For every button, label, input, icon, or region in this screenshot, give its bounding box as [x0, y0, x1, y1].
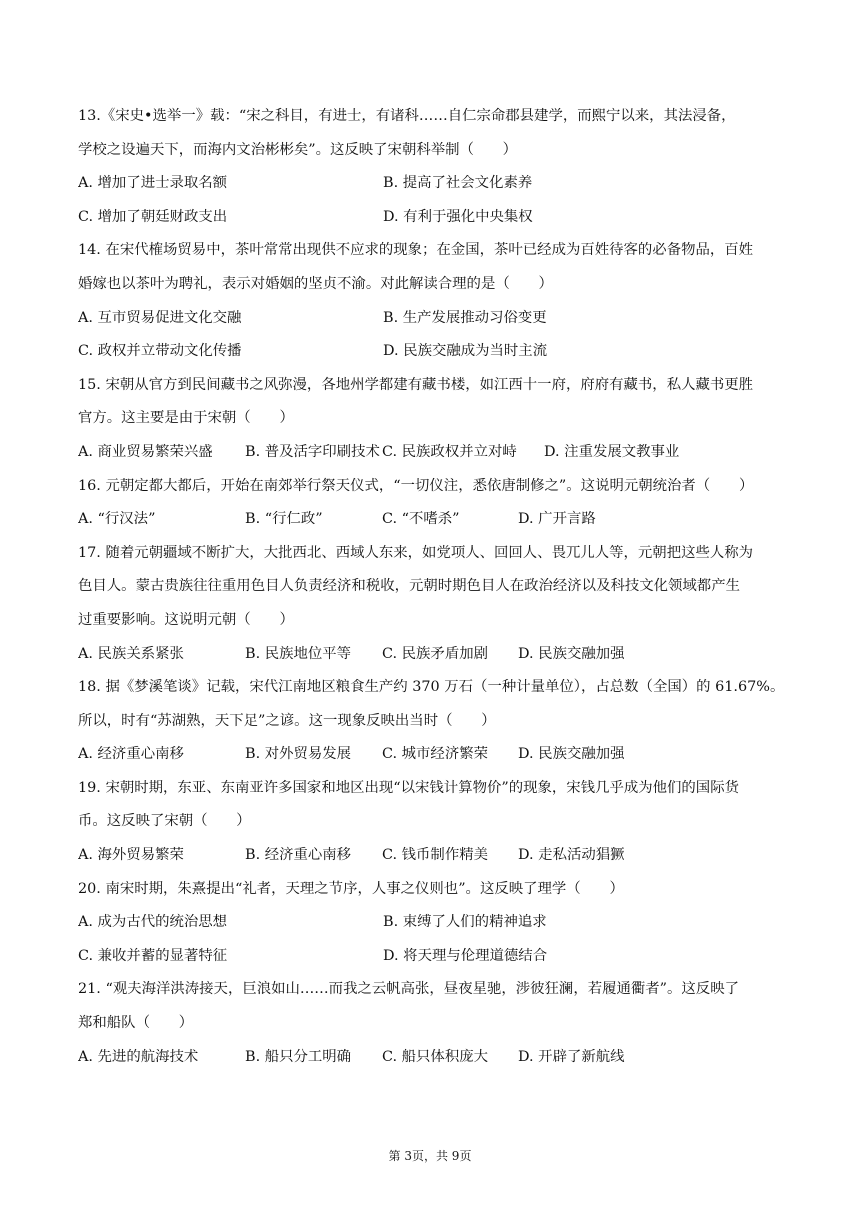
- question-stem-line: 所以，时有“苏湖熟，天下足”之谚。这一现象反映出当时（ ）: [78, 712, 496, 729]
- option-b[interactable]: B. 束缚了人们的精神追求: [383, 914, 547, 931]
- question-17: [78, 543, 784, 664]
- option-d[interactable]: D. 将天理与伦理道德结合: [383, 947, 548, 964]
- option-a[interactable]: A. 商业贸易繁荣兴盛: [78, 443, 213, 460]
- question-stem-line: 14. 在宋代榷场贸易中，茶叶常常出现供不应求的现象；在金国，茶叶已经成为百姓待客的必备物品，百姓: [78, 242, 754, 259]
- option-d[interactable]: D. 广开言路: [518, 511, 596, 528]
- question-stem-line: 18. 据《梦溪笔谈》记载，宋代江南地区粮食生产约 370 万石（一种计量单位），占总数（全国）的 61.67%。: [78, 679, 784, 696]
- option-d[interactable]: D. 民族交融成为当时主流: [383, 343, 548, 360]
- question-13: [78, 106, 784, 227]
- options-row: [78, 509, 784, 529]
- options-row: [78, 946, 784, 966]
- option-b[interactable]: B. “行仁政”: [245, 511, 323, 528]
- question-list: [78, 106, 784, 1080]
- question-stem-line: 13.《宋史•选举一》载：“宋之科目，有进士，有诸科……自仁宗命郡县建学，而熙宁以来，其法浸备，: [78, 108, 736, 124]
- option-c[interactable]: C. 政权并立带动文化传播: [78, 343, 242, 360]
- options-row: [78, 644, 784, 664]
- option-c[interactable]: C. 兼收并蓄的显著特征: [78, 947, 228, 964]
- option-a[interactable]: A. “行汉法”: [78, 511, 156, 528]
- question-stem-line: 郑和船队（ ）: [78, 1015, 194, 1032]
- option-b[interactable]: B. 经济重心南移: [245, 847, 352, 864]
- option-c[interactable]: C. 民族政权并立对峙: [382, 443, 517, 460]
- question-19: [78, 778, 784, 865]
- option-d[interactable]: D. 走私活动猖獗: [518, 847, 625, 864]
- options-row: [78, 912, 784, 932]
- question-16: [78, 476, 784, 530]
- option-b[interactable]: B. 船只分工明确: [245, 1048, 352, 1065]
- options-row: [78, 308, 784, 328]
- options-row: [78, 341, 784, 361]
- question-stem-line: 20. 南宋时期，朱熹提出“礼者，天理之节序，人事之仪则也”。这反映了理学（ ）: [78, 880, 624, 897]
- option-b[interactable]: B. 提高了社会文化素养: [383, 175, 533, 192]
- options-row: [78, 845, 784, 865]
- question-20: [78, 879, 784, 966]
- option-c[interactable]: C. 钱币制作精美: [382, 847, 488, 864]
- option-c[interactable]: C. 增加了朝廷财政支出: [78, 208, 228, 225]
- option-b[interactable]: B. 民族地位平等: [245, 645, 352, 662]
- option-a[interactable]: A. 先进的航海技术: [78, 1048, 199, 1065]
- option-d[interactable]: D. 有利于强化中央集权: [383, 208, 533, 225]
- question-stem-line: 色目人。蒙古贵族往往重用色目人负责经济和税收，元朝时期色目人在政治经济以及科技文化领域都产生: [78, 578, 740, 595]
- question-stem-line: 21. “观夫海洋洪涛接天，巨浪如山……而我之云帆高张，昼夜星驰，涉彼狂澜，若履通衢者”。这反映了: [78, 981, 739, 998]
- question-stem-line: 币。这反映了宋朝（ ）: [78, 813, 251, 830]
- question-stem-line: 16. 元朝定都大都后，开始在南郊举行祭天仪式，“一切仪注，悉依唐制修之”。这说明元朝统治者（ ）: [78, 477, 754, 494]
- question-stem-line: 官方。这主要是由于宋朝（ ）: [78, 410, 294, 427]
- question-stem-line: 过重要影响。这说明元朝（ ）: [78, 611, 294, 628]
- question-stem-line: 婚嫁也以茶叶为聘礼，表示对婚姻的坚贞不渝。对此解读合理的是（ ）: [78, 275, 553, 292]
- question-stem-line: 学校之设遍天下，而海内文治彬彬矣”。这反映了宋朝科举制（ ）: [78, 141, 518, 158]
- option-a[interactable]: A. 增加了进士录取名额: [78, 175, 228, 192]
- question-14: [78, 240, 784, 361]
- option-c[interactable]: C. 民族矛盾加剧: [382, 645, 488, 662]
- option-c[interactable]: C. “不嗜杀”: [382, 511, 460, 528]
- option-a[interactable]: A. 经济重心南移: [78, 746, 184, 763]
- options-row: [78, 1047, 784, 1067]
- option-a[interactable]: A. 民族关系紧张: [78, 645, 184, 662]
- options-row: [78, 442, 784, 462]
- question-stem-line: 15. 宋朝从官方到民间藏书之风弥漫，各地州学都建有藏书楼，如江西十一府，府府有藏书，私人藏书更胜: [78, 376, 754, 393]
- question-stem-line: 19. 宋朝时期，东亚、东南亚许多国家和地区出现“以宋钱计算物价”的现象，宋钱几乎成为他们的国际货: [78, 779, 739, 796]
- question-18: [78, 677, 784, 764]
- question-21: [78, 979, 784, 1066]
- options-row: [78, 744, 784, 764]
- option-a[interactable]: A. 成为古代的统治思想: [78, 914, 228, 931]
- option-d[interactable]: D. 开辟了新航线: [518, 1048, 625, 1065]
- question-15: [78, 375, 784, 462]
- option-b[interactable]: B. 生产发展推动习俗变更: [383, 309, 547, 326]
- option-b[interactable]: B. 对外贸易发展: [245, 746, 352, 763]
- option-d[interactable]: D. 民族交融加强: [518, 645, 625, 662]
- options-row: [78, 173, 784, 193]
- question-stem-line: 17. 随着元朝疆域不断扩大，大批西北、西域人东来，如党项人、回回人、畏兀儿人等，元朝把这些人称为: [78, 544, 754, 561]
- option-b[interactable]: B. 普及活字印刷技术: [245, 443, 380, 460]
- option-d[interactable]: D. 民族交融加强: [518, 746, 625, 763]
- option-c[interactable]: C. 城市经济繁荣: [382, 746, 488, 763]
- option-a[interactable]: A. 海外贸易繁荣: [78, 847, 184, 864]
- option-d[interactable]: D. 注重发展文教事业: [544, 443, 680, 460]
- option-c[interactable]: C. 船只体积庞大: [382, 1048, 488, 1065]
- option-a[interactable]: A. 互市贸易促进文化交融: [78, 309, 242, 326]
- page-footer: 第 3页，共 9页: [388, 1149, 472, 1163]
- options-row: [78, 207, 784, 227]
